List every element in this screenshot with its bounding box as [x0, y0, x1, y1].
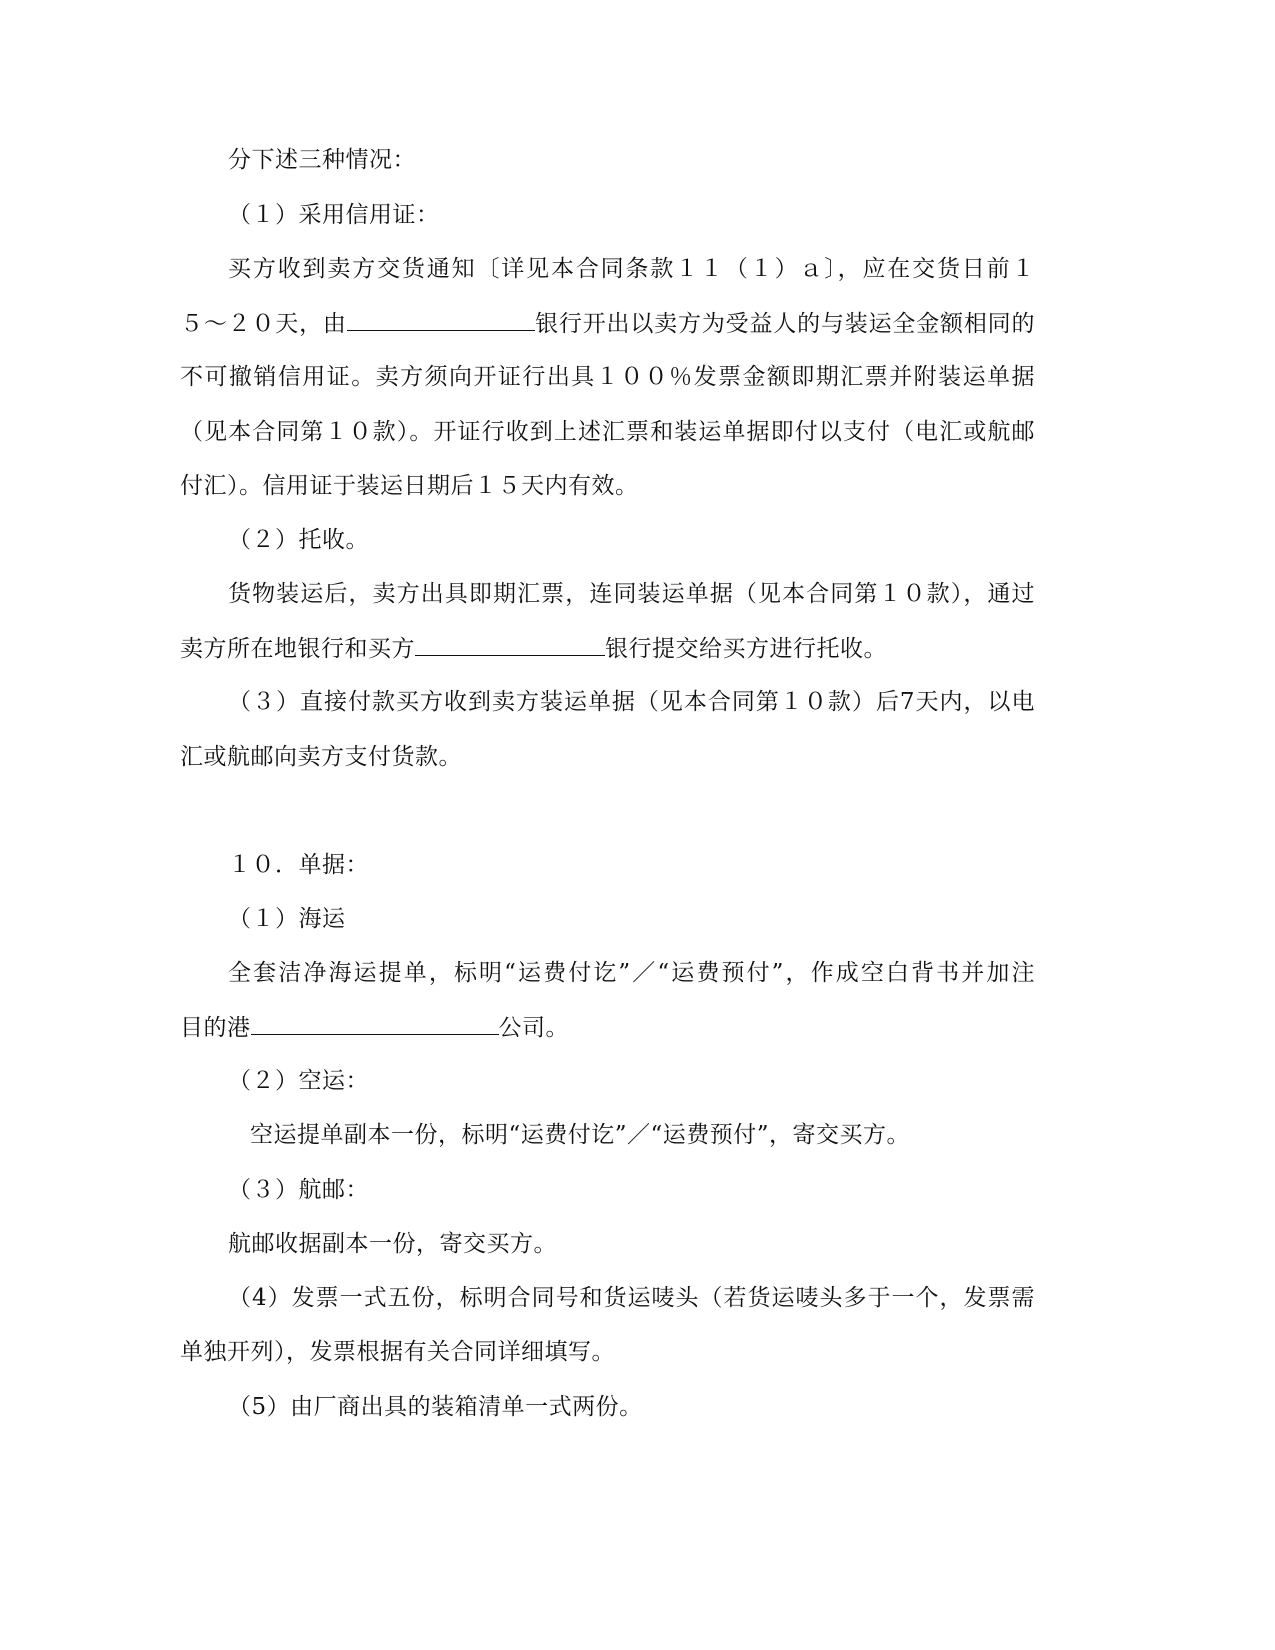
paragraph-packing-list: （5）由厂商出具的装箱清单一式两份。	[228, 1394, 643, 1420]
text-segment: 目的港	[180, 1015, 251, 1041]
buyer-bank-blank-field[interactable]	[415, 633, 605, 656]
paragraph-invoice-line-2: 单独开列），发票根据有关合同详细填写。	[180, 1339, 615, 1365]
paragraph-lc-line-5: 付汇）。信用证于装运日期后１５天内有效。	[180, 473, 639, 499]
paragraph-lc-line-3: 不可撤销信用证。卖方须向开证行出具１００％发票金额即期汇票并附装运单据	[180, 364, 1035, 390]
text-segment: 公司。	[498, 1015, 569, 1041]
paragraph-sea-line-2	[180, 1012, 569, 1043]
paragraph-direct-payment-line-2: 汇或航邮向卖方支付货款。	[180, 744, 462, 770]
section-heading-documents: １０．单据：	[228, 852, 369, 878]
heading-collection: （２）托收。	[228, 527, 369, 553]
paragraph-air-freight: 空运提单副本一份，标明“运费付讫”／“运费预付”，寄交买方。	[250, 1122, 911, 1148]
text-segment: 银行提交给买方进行托收。	[605, 636, 887, 662]
bank-name-blank-field[interactable]	[347, 308, 535, 331]
paragraph-lc-line-1: 买方收到卖方交货通知〔详见本合同条款１１（１）ａ〕，应在交货日前１	[228, 256, 1035, 282]
destination-port-blank-field[interactable]	[251, 1012, 499, 1035]
text-segment: ５～２０天，由	[180, 311, 347, 337]
text-segment: 卖方所在地银行和买方	[180, 636, 415, 662]
paragraph-direct-payment-line-1: （３）直接付款买方收到卖方装运单据（见本合同第１０款）后7天内，以电	[228, 689, 1035, 715]
paragraph-lc-line-2	[180, 308, 1035, 339]
paragraph-lc-line-4: （见本合同第１０款）。开证行收到上述汇票和装运单据即付以支付（电汇或航邮	[180, 419, 1035, 445]
paragraph-air-mail: 航邮收据副本一份，寄交买方。	[228, 1231, 557, 1257]
paragraph-sea-line-1: 全套洁净海运提单，标明“运费付讫”／“运费预付”，作成空白背书并加注	[228, 960, 1035, 986]
paragraph-intro: 分下述三种情况：	[228, 147, 416, 173]
heading-sea-freight: （１）海运	[228, 906, 346, 932]
heading-air-freight: （２）空运：	[228, 1068, 369, 1094]
paragraph-invoice-line-1: （4）发票一式五份，标明合同号和货运唛头（若货运唛头多于一个，发票需	[228, 1285, 1035, 1311]
paragraph-collection-line-2	[180, 633, 887, 664]
heading-letter-of-credit: （１）采用信用证：	[228, 202, 440, 228]
paragraph-collection-line-1: 货物装运后，卖方出具即期汇票，连同装运单据（见本合同第１０款），通过	[228, 581, 1035, 607]
heading-air-mail: （３）航邮：	[228, 1177, 369, 1203]
text-segment: 银行开出以卖方为受益人的与装运全金额相同的	[534, 311, 1035, 337]
